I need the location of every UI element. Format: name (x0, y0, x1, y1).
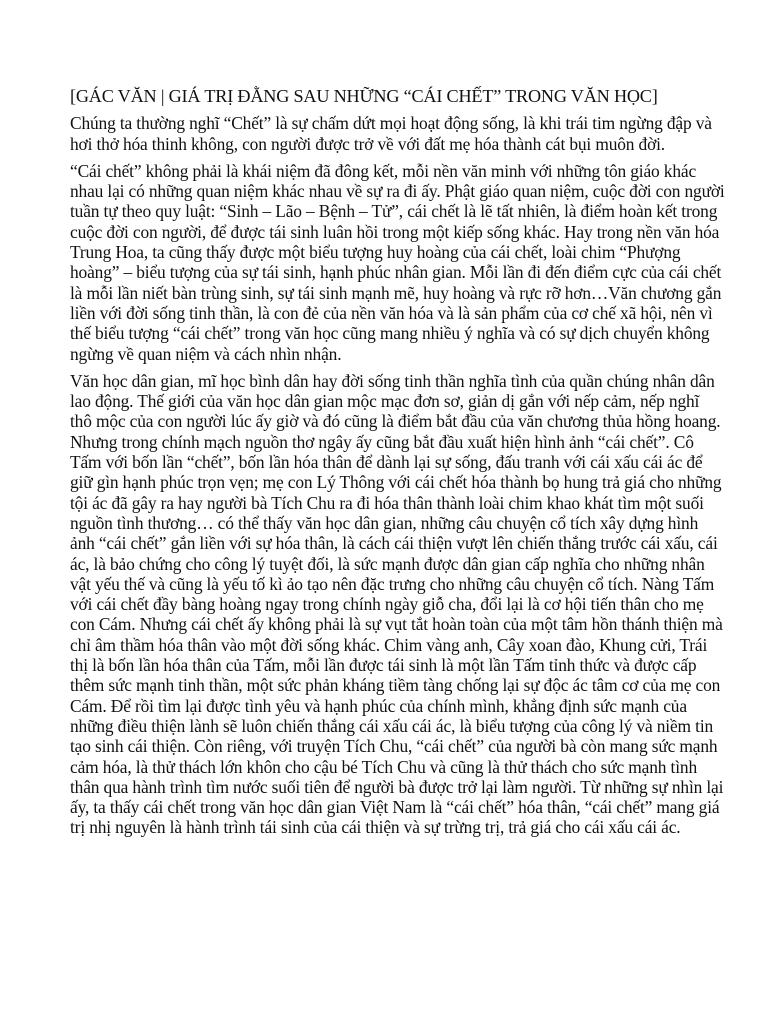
document-page (70, 86, 725, 845)
paragraph-concepts: “Cái chết” không phải là khái niệm đã đông kết, mỗi nền văn minh với những tôn giáo khác nhau lại có những quan niệm khác nhau về sự ra đi ấy. Phật giáo quan niệm, cuộc đời con người tuần tự theo quy luật: “Sinh – Lão – Bệnh – Tử”, cái chết là lẽ tất nhiên, là điểm hoàn kết trong cuộc đời con người, để được tái sinh luân hồi trong một kiếp sống khác. Hay trong nền văn hóa Trung Hoa, ta cũng thấy được một biểu tượng huy hoàng của cái chết, loài chim “Phượng hoàng” – biểu tượng của sự tái sinh, hạnh phúc nhân gian. Mỗi lần đi đến điểm cực của cái chết là mỗi lần niết bàn trùng sinh, sự tái sinh mạnh mẽ, huy hoàng và rực rỡ hơn…Văn chương gắn liền với đời sống tinh thần, là con đẻ của nền văn hóa và là sản phẩm của cơ chế xã hội, nên vì thế biểu tượng “cái chết” trong văn học cũng mang nhiều ý nghĩa và có sự dịch chuyển không ngừng về quan niệm và cách nhìn nhận. (70, 160, 725, 364)
paragraph-folk-literature: Văn học dân gian, mĩ học bình dân hay đời sống tinh thần nghĩa tình của quần chúng nhân dân lao động. Thế giới của văn học dân gian mộc mạc đơn sơ, giản dị gắn với nếp cảm, nếp nghĩ thô mộc của con người lúc ấy giờ và đó cũng là điểm bắt đầu của văn chương thủa hồng hoang. Nhưng trong chính mạch nguồn thơ ngây ấy cũng bắt đầu xuất hiện hình ảnh “cái chết”. Cô Tấm với bốn lần “chết”, bốn lần hóa thân để dành lại sự sống, đấu tranh với cái xấu cái ác để giữ gìn hạnh phúc trọn vẹn; mẹ con Lý Thông với cái chết hóa thành bọ hung trả giá cho những tội ác đã gây ra hay người bà Tích Chu ra đi hóa thân thành loài chim khao khát tìm một suối nguồn tình thương… có thể thấy văn học dân gian, những câu chuyện cổ tích xây dựng hình ảnh “cái chết” gắn liền với sự hóa thân, là cách cái thiện vượt lên chiến thắng trước cái xấu, cái ác, là bảo chứng cho công lý tuyệt đối, là sức mạnh được dân gian cấp nghĩa cho những nhân vật yếu thế và cũng là yếu tố kì ảo tạo nên đặc trưng cho những câu chuyện cổ tích. Nàng Tấm với cái chết đầy bàng hoàng ngay trong chính ngày giỗ cha, đổi lại là cơ hội tiến thân cho mẹ con Cám. Nhưng cái chết ấy không phải là sự vụt tắt hoàn toàn của một tâm hồn thánh thiện mà chỉ âm thầm hóa thân vào một đời sống khác. Chim vàng anh, Cây xoan đào, Khung cửi, Trái thị là bốn lần hóa thân của Tấm, mỗi lần được tái sinh là một lần Tấm tỉnh thức và được cấp thêm sức mạnh tinh thần, một sức phản kháng tiềm tàng chống lại sự độc ác tâm cơ của mẹ con Cám. Để rồi tìm lại được tình yêu và hạnh phúc của chính mình, khẳng định sức mạnh của những điều thiện lành sẽ luôn chiến thắng cái xấu cái ác, là biểu tượng của công lý và niềm tin tạo sinh cái thiện. Còn riêng, với truyện Tích Chu, “cái chết” của người bà còn mang sức mạnh cảm hóa, là thử thách lớn khôn cho cậu bé Tích Chu và cũng là thử thách cho sức mạnh tình thân qua hành trình tìm nước suối tiên để người bà được trở lại làm người. Từ những sự nhìn lại ấy, ta thấy cái chết trong văn học dân gian Việt Nam là “cái chết” hóa thân, “cái chết” mang giá trị nhị nguyên là hành trình tái sinh của cái thiện và sự trừng trị, trả giá cho cái xấu cái ác. (70, 370, 724, 838)
document-title: [GÁC VĂN | GIÁ TRỊ ĐẰNG SAU NHỮNG “CÁI CHẾT” TRONG VĂN HỌC] (70, 86, 658, 106)
paragraph-intro: Chúng ta thường nghĩ “Chết” là sự chấm dứt mọi hoạt động sống, là khi trái tim ngừng đập và hơi thở hóa thinh không, con người được trở về với đất mẹ hóa thành cát bụi muôn đời. (70, 113, 712, 154)
